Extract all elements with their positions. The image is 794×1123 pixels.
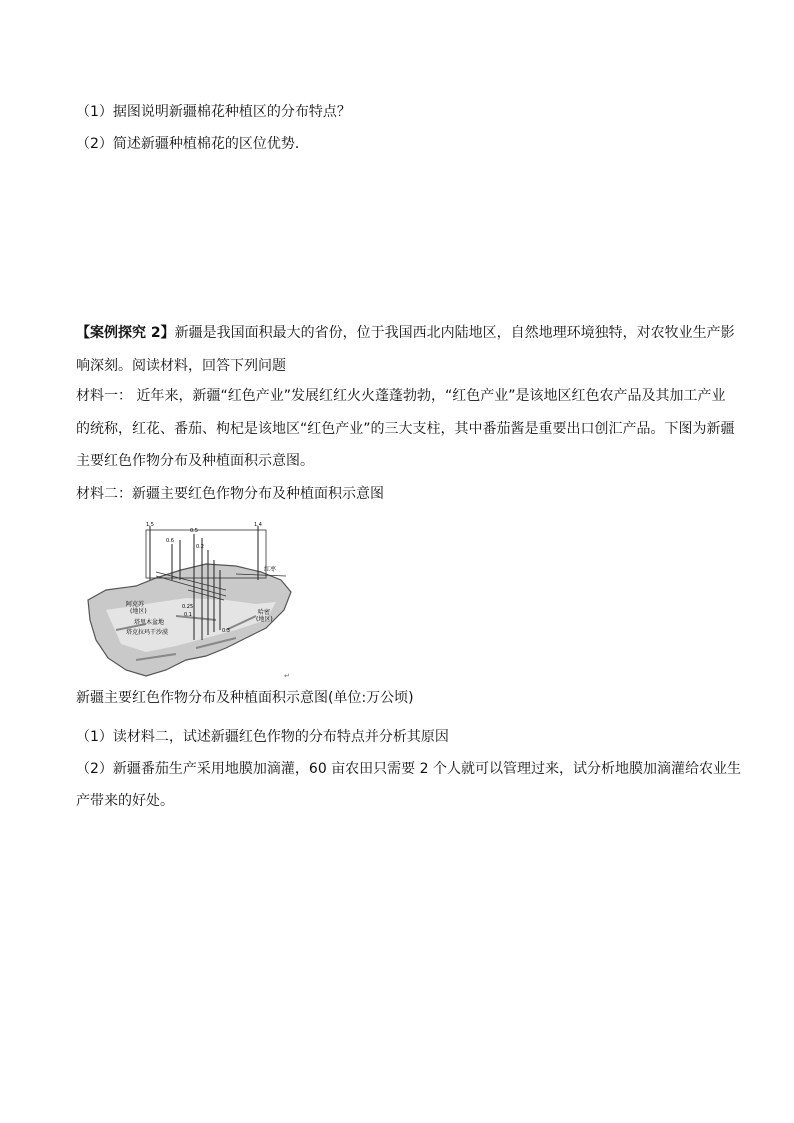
material-1-line3: 主要红色作物分布及种植面积示意图。	[76, 453, 314, 469]
material-2-title: 材料二：新疆主要红色作物分布及种植面积示意图	[76, 486, 384, 502]
value-label-7: 0.3	[222, 628, 230, 634]
legend-label-red-dates: 红枣	[264, 566, 277, 573]
xinjiang-red-crops-map	[86, 520, 298, 680]
value-label-2: 1.4	[254, 522, 262, 528]
place-label-hami-region: (地区)	[256, 616, 273, 623]
question-1-red-crops: （1）读材料二，试述新疆红色作物的分布特点并分析其原因	[76, 729, 449, 745]
value-label-6: 0.25	[182, 604, 194, 610]
value-label-1: 1.5	[146, 522, 154, 528]
question-2-drip-irrigation-line1: （2）新疆番茄生产采用地膜加滴灌，60 亩农田只需要 2 个人就可以管理过来，试分析地膜加滴灌给农业生	[76, 761, 741, 777]
place-label-hami: 哈密	[258, 609, 271, 616]
figure-caption: 新疆主要红色作物分布及种植面积示意图(单位:万公顷)	[76, 690, 414, 706]
place-label-taklimakan: 塔克拉玛干沙漠	[126, 629, 169, 636]
place-label-tarim-basin: 塔里木盆地	[134, 619, 165, 626]
question-2-drip-irrigation-line2: 产带来的好处。	[76, 793, 174, 809]
question-1-cotton-distribution: （1）据图说明新疆棉花种植区的分布特点？	[76, 104, 351, 120]
value-label-5: 0.2	[196, 544, 204, 550]
value-label-8: 0.1	[184, 612, 192, 618]
place-label-aksu: 阿克苏	[126, 601, 145, 608]
value-label-3: 0.6	[166, 538, 174, 544]
question-2-cotton-advantages: （2）简述新疆种植棉花的区位优势．	[76, 136, 309, 152]
material-1-line1: 材料一： 近年来，新疆“红色产业”发展红红火火蓬蓬勃勃，“红色产业”是该地区红色农产品及其加工产业	[76, 388, 726, 404]
place-label-aksu-region: (地区)	[130, 608, 147, 615]
return-mark: ↵	[284, 672, 290, 680]
case-study-heading: 【案例探究 2】	[76, 325, 175, 341]
case-study-intro-text: 新疆是我国面积最大的省份，位于我国西北内陆地区，自然地理环境独特，对农牧业生产影	[174, 325, 735, 341]
material-1-line2: 的统称，红花、番茄、枸杞是该地区“红色产业”的三大支柱，其中番茄酱是重要出口创汇产品。下图为新疆	[76, 421, 735, 437]
case-study-intro-line1	[76, 323, 735, 343]
value-label-4: 0.5	[190, 528, 198, 534]
case-study-intro-line2: 响深刻。阅读材料，回答下列问题	[76, 358, 286, 374]
